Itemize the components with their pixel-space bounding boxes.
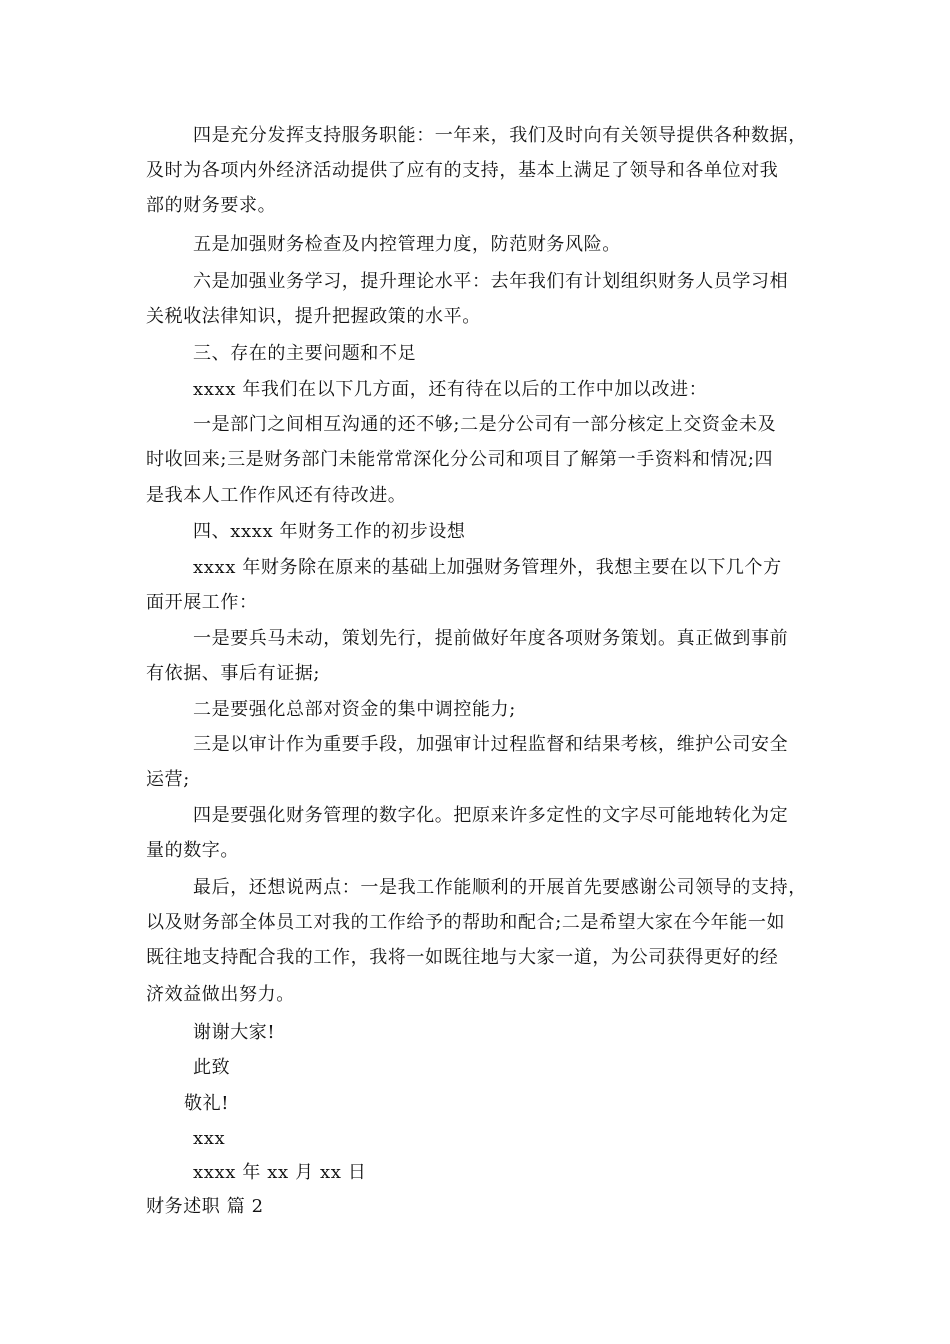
- paragraph-line: xxxx 年我们在以下几方面，还有待在以后的工作中加以改进：: [193, 379, 708, 400]
- paragraph-line: 五是加强财务检查及内控管理力度，防范财务风险。: [193, 234, 621, 255]
- paragraph-line: 关税收法律知识，提升把握政策的水平。: [146, 306, 481, 327]
- paragraph-line: 济效益做出努力。: [146, 984, 295, 1005]
- paragraph-line: 三是以审计作为重要手段，加强审计过程监督和结果考核，维护公司安全: [193, 734, 789, 755]
- paragraph-line: 是我本人工作作风还有待改进。: [146, 485, 407, 506]
- paragraph-line: 部的财务要求。: [146, 195, 277, 216]
- paragraph-line: 四是充分发挥支持服务职能：一年来，我们及时向有关领导提供各种数据，: [193, 125, 807, 146]
- paragraph-line: 及时为各项内外经济活动提供了应有的支持，基本上满足了领导和各单位对我: [146, 160, 779, 181]
- paragraph-line: 面开展工作：: [146, 592, 258, 613]
- paragraph-line: 有依据、事后有证据;: [146, 663, 321, 684]
- section-heading: 三、存在的主要问题和不足: [193, 343, 417, 364]
- paragraph-line: 最后，还想说两点：一是我工作能顺利的开展首先要感谢公司领导的支持，: [193, 877, 807, 898]
- closing-line: 此致: [193, 1057, 231, 1078]
- paragraph-line: 运营;: [146, 769, 190, 790]
- paragraph-line: 量的数字。: [146, 840, 239, 861]
- next-section-title: 财务述职 篇 2: [146, 1196, 264, 1217]
- paragraph-line: 六是加强业务学习，提升理论水平：去年我们有计划组织财务人员学习相: [193, 271, 789, 292]
- closing-line: 敬礼!: [184, 1093, 230, 1114]
- paragraph-line: xxxx 年财务除在原来的基础上加强财务管理外，我想主要在以下几个方: [193, 557, 782, 578]
- paragraph-line: 二是要强化总部对资金的集中调控能力;: [193, 699, 516, 720]
- signature-name: xxx: [193, 1128, 226, 1149]
- signature-date: xxxx 年 xx 月 xx 日: [193, 1162, 367, 1183]
- paragraph-line: 既往地支持配合我的工作，我将一如既往地与大家一道，为公司获得更好的经: [146, 947, 779, 968]
- closing-line: 谢谢大家!: [193, 1022, 276, 1043]
- section-heading: 四、xxxx 年财务工作的初步设想: [193, 521, 466, 542]
- paragraph-line: 以及财务部全体员工对我的工作给予的帮助和配合;二是希望大家在今年能一如: [146, 912, 786, 933]
- paragraph-line: 时收回来;三是财务部门未能常常深化分公司和项目了解第一手资料和情况;四: [146, 449, 774, 470]
- paragraph-line: 四是要强化财务管理的数字化。把原来许多定性的文字尽可能地转化为定: [193, 805, 789, 826]
- paragraph-line: 一是要兵马未动，策划先行，提前做好年度各项财务策划。真正做到事前: [193, 628, 789, 649]
- paragraph-line: 一是部门之间相互沟通的还不够;二是分公司有一部分核定上交资金未及: [193, 414, 777, 435]
